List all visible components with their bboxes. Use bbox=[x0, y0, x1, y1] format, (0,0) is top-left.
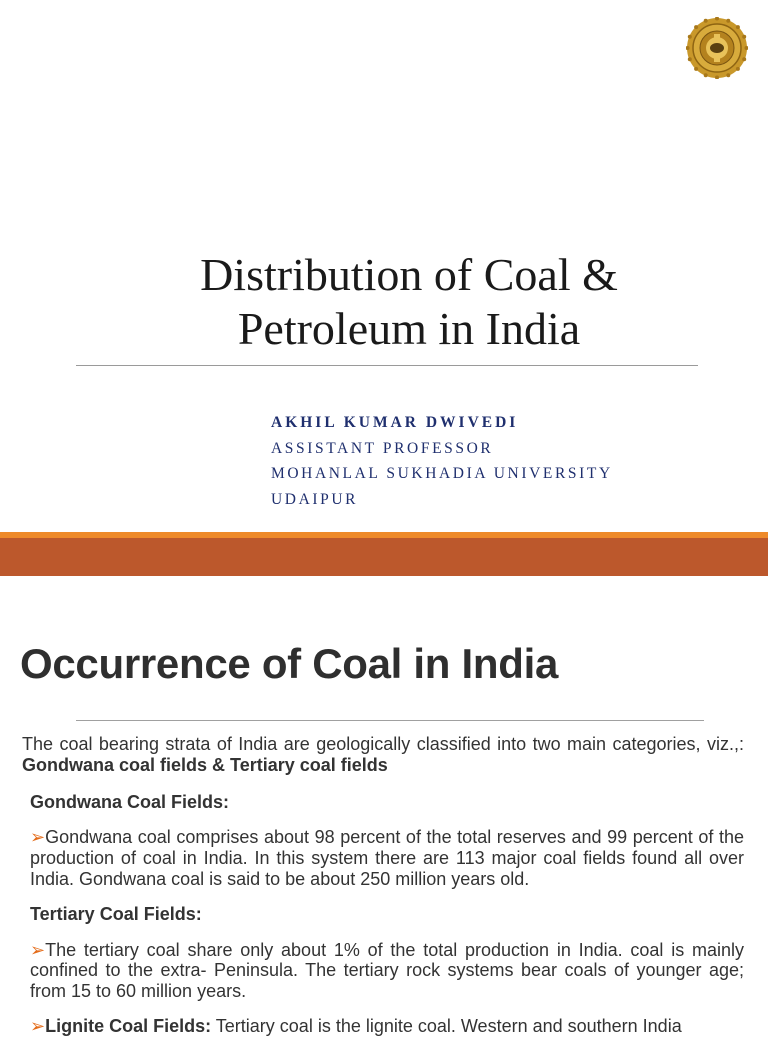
bullet-arrow-icon: ➢ bbox=[30, 1015, 46, 1036]
gondwana-bullet bbox=[30, 827, 744, 889]
lignite-bullet bbox=[30, 1016, 744, 1037]
slide-title-line-2: Petroleum in India bbox=[237, 303, 581, 354]
title-divider bbox=[76, 365, 698, 366]
intro-paragraph bbox=[22, 734, 744, 776]
slide-separator-band bbox=[0, 538, 768, 576]
intro-bold: Gondwana coal fields & Tertiary coal fields bbox=[22, 754, 388, 775]
author-city: UDAIPUR bbox=[271, 490, 359, 508]
tertiary-heading: Tertiary Coal Fields: bbox=[30, 903, 202, 924]
tertiary-text: The tertiary coal share only about 1% of the total production in India. coal is mainly confined to the extra- Peninsula. The tertiary rock systems bear coals of younger age; from 15 to 60 million years. bbox=[30, 939, 744, 1002]
bullet-arrow-icon: ➢ bbox=[30, 827, 46, 848]
tertiary-bullet bbox=[30, 940, 744, 1002]
author-block bbox=[271, 410, 613, 512]
gondwana-heading: Gondwana Coal Fields: bbox=[30, 791, 230, 812]
author-role: ASSISTANT PROFESSOR bbox=[271, 439, 494, 457]
slide-title-line-1: Distribution of Coal & bbox=[200, 249, 618, 300]
content-slide-title: Occurrence of Coal in India bbox=[20, 640, 559, 687]
content-title-divider bbox=[76, 720, 704, 721]
lignite-text: Tertiary coal is the lignite coal. Western and southern India bbox=[211, 1015, 682, 1036]
gondwana-text: Gondwana coal comprises about 98 percent of the total reserves and 99 percent of the production of coal in India. In this system there are 113 major coal fields found all over India. Gondwana coal is said to be about 250 million years old. bbox=[30, 827, 744, 889]
university-seal-icon bbox=[686, 17, 748, 79]
author-name: AKHIL KUMAR DWIVEDI bbox=[271, 414, 519, 431]
content-body bbox=[22, 734, 744, 1037]
slide-title bbox=[76, 248, 742, 356]
bullet-arrow-icon: ➢ bbox=[30, 939, 46, 960]
author-institution: MOHANLAL SUKHADIA UNIVERSITY bbox=[271, 465, 613, 482]
lignite-heading: Lignite Coal Fields: bbox=[45, 1015, 212, 1036]
intro-text: The coal bearing strata of India are geologically classified into two main categories, viz.,: bbox=[22, 734, 744, 754]
